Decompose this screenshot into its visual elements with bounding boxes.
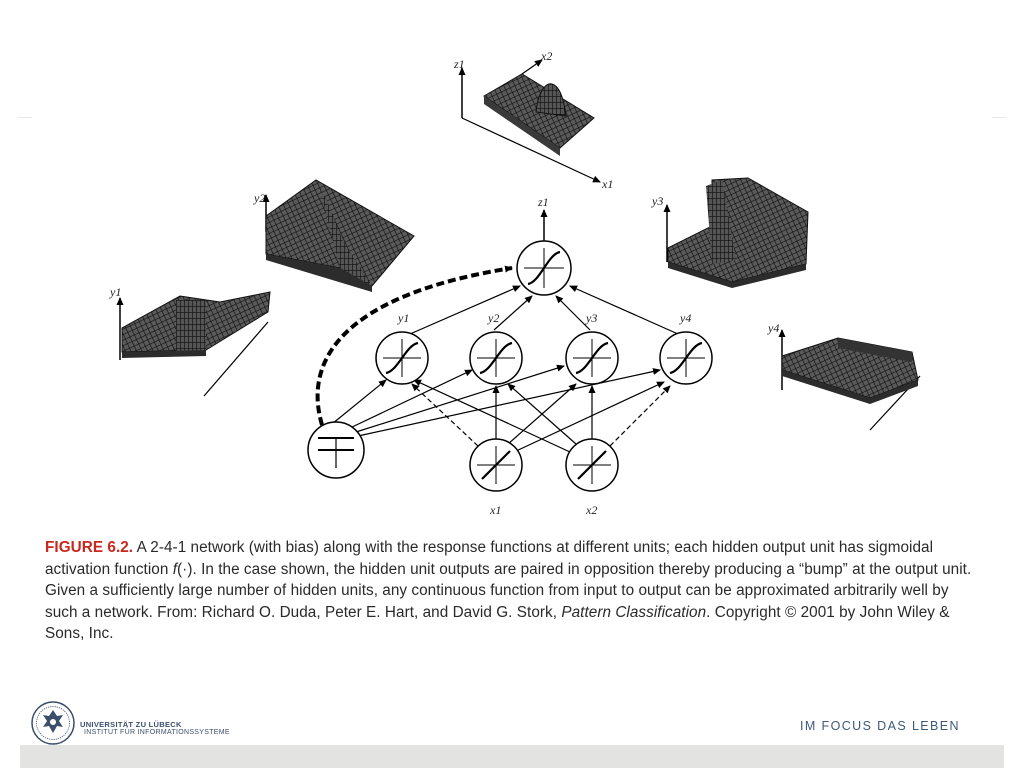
institute-name: INSTITUT FÜR INFORMATIONSSYSTEME xyxy=(84,729,230,736)
label-x2-top: x2 xyxy=(541,49,553,63)
label-y2-node: y2 xyxy=(488,311,500,325)
y2-surface-plot xyxy=(253,180,414,292)
hidden-node-y1 xyxy=(376,332,428,384)
figure-caption xyxy=(45,537,985,645)
university-seal-icon xyxy=(30,700,76,746)
input-node-x1 xyxy=(470,439,522,491)
caption-book-title: Pattern Classification xyxy=(561,603,707,621)
label-y1-node: y1 xyxy=(398,311,410,325)
university-name: UNIVERSITÄT ZU LÜBECK xyxy=(80,720,182,729)
label-x1-top: x1 xyxy=(602,177,614,191)
label-x1-node: x1 xyxy=(490,503,502,517)
bottom-bar xyxy=(20,745,1004,768)
bias-node xyxy=(308,422,364,478)
caption-func: f xyxy=(172,560,178,578)
label-z1-node: z1 xyxy=(538,195,549,209)
caption-label: FIGURE 6.2. xyxy=(45,539,134,556)
label-y2: y2 xyxy=(254,191,266,205)
caption-text-1: A 2-4-1 network (with bias) along with the response functions at different units; each hidden output unit has sigmoidal activation function xyxy=(45,539,934,578)
label-y3-node: y3 xyxy=(586,311,598,325)
output-node-z1 xyxy=(517,241,571,295)
caption-text-3: . Copyright © 2001 by John Wiley & Sons, Inc. xyxy=(45,603,950,642)
y4-surface-plot xyxy=(767,321,920,430)
hidden-node-y3 xyxy=(566,332,618,384)
label-y4-plot: y4 xyxy=(768,321,780,335)
z1-surface-plot xyxy=(453,49,613,191)
y3-surface-plot xyxy=(651,178,808,288)
label-z1-top: z1 xyxy=(454,57,465,71)
slogan: IM FOCUS DAS LEBEN xyxy=(800,719,960,733)
label-y3: y3 xyxy=(652,194,664,208)
caption-text-2: (·). In the case shown, the hidden unit outputs are paired in opposition thereby producing a “bump” at the output unit. Given a sufficiently large number of hidden units, any continuous function from input to output can be approximated arbitrarily well by such a network. From: Richard O. Duda, Peter E. Hart, and David G. Stork, xyxy=(45,560,972,621)
input-node-x2 xyxy=(566,439,618,491)
label-x2-node: x2 xyxy=(586,503,598,517)
hidden-node-y2 xyxy=(470,332,522,384)
hidden-node-y4 xyxy=(660,332,712,384)
label-y1-plot: y1 xyxy=(110,285,122,299)
y1-surface-plot xyxy=(109,285,270,396)
label-y4-node: y4 xyxy=(680,311,692,325)
